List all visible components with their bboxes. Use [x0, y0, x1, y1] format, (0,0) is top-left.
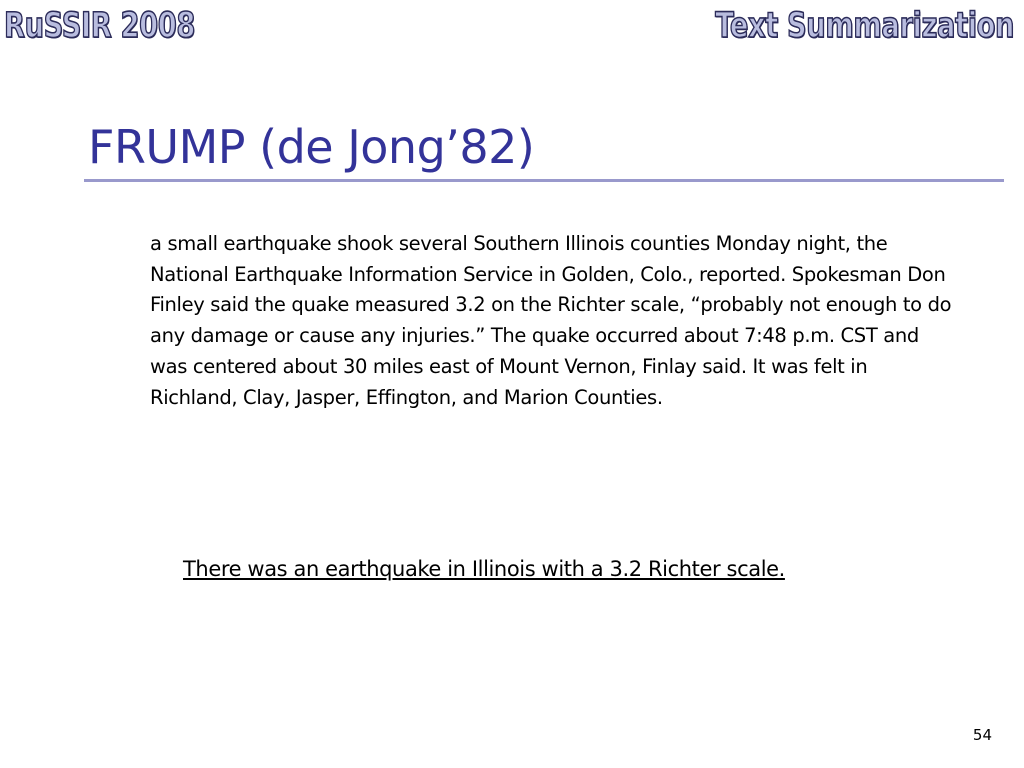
slide-title: FRUMP (de Jong’82) [88, 120, 535, 174]
source-article-text: a small earthquake shook several Southern Illinois counties Monday night, the National Earthquake Information Service in Golden, Colo., reported. Spokesman Don Finley said the quake measured 3.2 on the Richter scale, “probably not enough to do any damage or cause any injuries.” The quake occurred about 7:48 p.m. CST and was centered about 30 miles east of Mount Vernon, Finlay said. It was felt in Richland, Clay, Jasper, Effington, and Marion Counties. [150, 232, 952, 409]
title-divider [84, 179, 1004, 182]
summary-sentence: There was an earthquake in Illinois with a 3.2 Richter scale. [183, 557, 785, 581]
header-right-label: Text Summarization [715, 6, 1014, 46]
page-number: 54 [972, 726, 992, 744]
header-left-label: RuSSIR 2008 [4, 6, 195, 46]
